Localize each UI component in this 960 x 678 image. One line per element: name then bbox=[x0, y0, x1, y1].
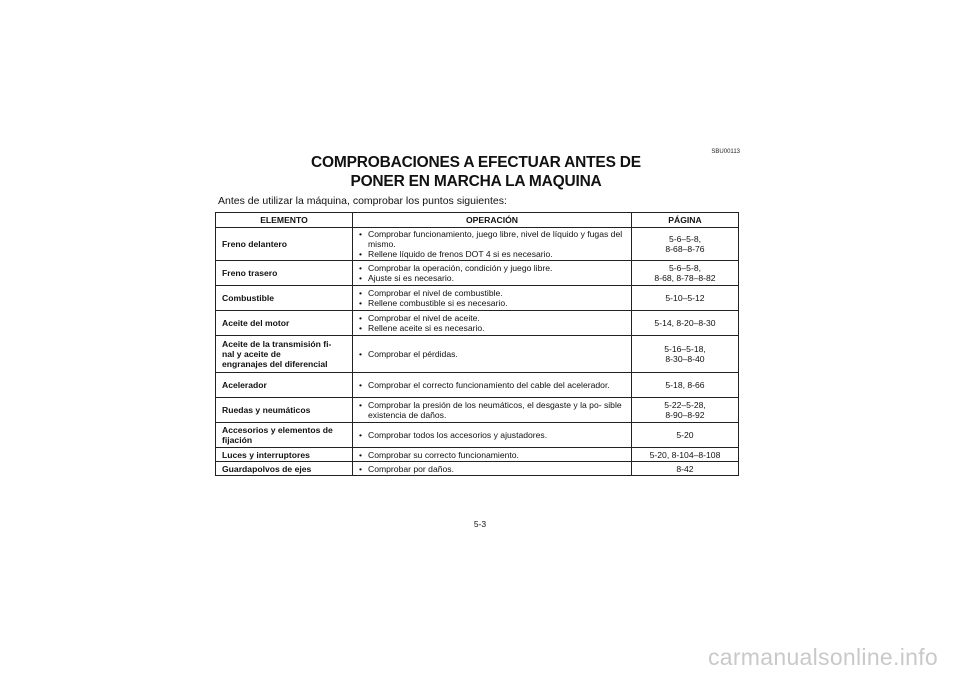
operation-item: • Comprobar funcionamiento, juego libre, nivel de líquido y fugas del mismo. bbox=[359, 229, 625, 249]
operation-item: • Comprobar todos los accesorios y ajustadores. bbox=[359, 430, 625, 440]
operation-item: • Rellene combustible si es necesario. bbox=[359, 298, 625, 308]
operation-list bbox=[359, 464, 625, 474]
row-operations bbox=[353, 311, 632, 336]
operation-item: • Comprobar el nivel de aceite. bbox=[359, 313, 625, 323]
row-operations bbox=[353, 448, 632, 462]
row-operations bbox=[353, 228, 632, 261]
row-element: Luces y interruptores bbox=[216, 448, 353, 462]
operation-list bbox=[359, 380, 625, 390]
row-operations bbox=[353, 373, 632, 398]
watermark: carmanualsonline.info bbox=[707, 644, 938, 670]
table-row bbox=[216, 336, 739, 373]
table-row bbox=[216, 311, 739, 336]
row-element: Guardapolvos de ejes bbox=[216, 462, 353, 476]
row-element: Combustible bbox=[216, 286, 353, 311]
row-pages: 5-6–5-8, 8-68, 8-78–8-82 bbox=[632, 261, 739, 286]
table-header-row bbox=[216, 213, 739, 228]
operation-item: • Ajuste si es necesario. bbox=[359, 273, 625, 283]
row-operations bbox=[353, 286, 632, 311]
row-pages: 5-18, 8-66 bbox=[632, 373, 739, 398]
operation-list bbox=[359, 430, 625, 440]
table-body bbox=[216, 228, 739, 476]
operation-item: • Comprobar el nivel de combustible. bbox=[359, 288, 625, 298]
row-pages: 5-14, 8-20–8-30 bbox=[632, 311, 739, 336]
header-element: ELEMENTO bbox=[216, 213, 353, 228]
row-element: Acelerador bbox=[216, 373, 353, 398]
table-row bbox=[216, 398, 739, 423]
table-row bbox=[216, 228, 739, 261]
table-row bbox=[216, 462, 739, 476]
row-pages: 5-10–5-12 bbox=[632, 286, 739, 311]
operation-list bbox=[359, 229, 625, 259]
operation-item: • Comprobar la operación, condición y juego libre. bbox=[359, 263, 625, 273]
table-row bbox=[216, 423, 739, 448]
title-line-2: PONER EN MARCHA LA MAQUINA bbox=[350, 173, 602, 190]
table-row bbox=[216, 373, 739, 398]
row-pages: 5-16–5-18, 8-30–8-40 bbox=[632, 336, 739, 373]
row-element: Freno trasero bbox=[216, 261, 353, 286]
row-operations bbox=[353, 423, 632, 448]
row-operations bbox=[353, 398, 632, 423]
page-number: 5-3 bbox=[473, 519, 487, 529]
operation-item: • Comprobar el pérdidas. bbox=[359, 349, 625, 359]
row-element: Ruedas y neumáticos bbox=[216, 398, 353, 423]
row-operations bbox=[353, 462, 632, 476]
operation-list bbox=[359, 288, 625, 308]
operation-item: • Comprobar por daños. bbox=[359, 464, 625, 474]
intro-text: Antes de utilizar la máquina, comprobar los puntos siguientes: bbox=[218, 195, 507, 207]
table-row bbox=[216, 261, 739, 286]
operation-item: • Comprobar la presión de los neumáticos, el desgaste y la po- sible existencia de daños. bbox=[359, 400, 625, 420]
row-element: Aceite del motor bbox=[216, 311, 353, 336]
operation-list bbox=[359, 450, 625, 460]
header-page: PÁGINA bbox=[632, 213, 739, 228]
row-element: Freno delantero bbox=[216, 228, 353, 261]
row-pages: 5-20 bbox=[632, 423, 739, 448]
row-element: Aceite de la transmisión fi- nal y aceite de engranajes del diferencial bbox=[216, 336, 353, 373]
table-row bbox=[216, 448, 739, 462]
header-operation: OPERACIÓN bbox=[353, 213, 632, 228]
operation-list bbox=[359, 400, 625, 420]
operation-item: • Rellene líquido de frenos DOT 4 si es necesario. bbox=[359, 249, 625, 259]
row-pages: 8-42 bbox=[632, 462, 739, 476]
table-row bbox=[216, 286, 739, 311]
check-table bbox=[215, 212, 739, 476]
document-code: SBU00113 bbox=[711, 149, 740, 155]
operation-list bbox=[359, 349, 625, 359]
row-pages: 5-20, 8-104–8-108 bbox=[632, 448, 739, 462]
operation-item: • Comprobar su correcto funcionamiento. bbox=[359, 450, 625, 460]
page-title bbox=[214, 153, 738, 191]
row-pages: 5-22–5-28, 8-90–8-92 bbox=[632, 398, 739, 423]
operation-list bbox=[359, 313, 625, 333]
row-operations bbox=[353, 336, 632, 373]
operation-item: • Rellene aceite si es necesario. bbox=[359, 323, 625, 333]
title-line-1: COMPROBACIONES A EFECTUAR ANTES DE bbox=[311, 154, 641, 171]
row-operations bbox=[353, 261, 632, 286]
row-pages: 5-6–5-8, 8-68–8-76 bbox=[632, 228, 739, 261]
operation-item: • Comprobar el correcto funcionamiento del cable del acelerador. bbox=[359, 380, 625, 390]
operation-list bbox=[359, 263, 625, 283]
row-element: Accesorios y elementos de fijación bbox=[216, 423, 353, 448]
